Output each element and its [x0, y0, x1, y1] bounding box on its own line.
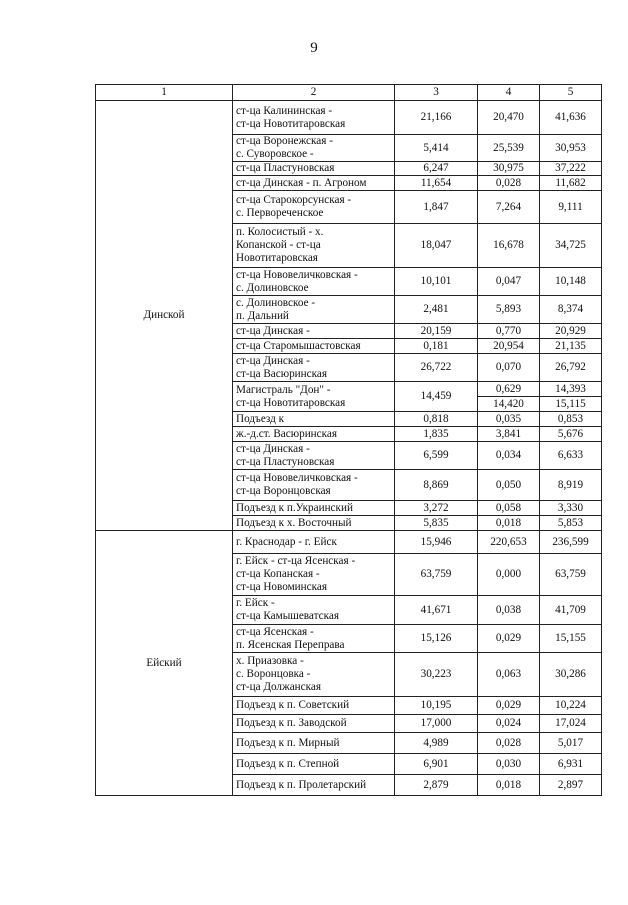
header-cell-3: 3 — [395, 85, 478, 101]
route-name — [233, 339, 395, 354]
value-col3: 41,671 — [395, 596, 478, 625]
route-line: ст-ца Воронежская - — [236, 135, 333, 147]
value-col5: 10,148 — [540, 268, 602, 296]
route-line: ст-ца Воронцовская — [236, 485, 331, 497]
route-line: х. Приазовка - — [236, 655, 304, 667]
route-name — [233, 715, 395, 733]
route-line: с. Долиновское - — [236, 296, 316, 309]
value-col3: 5,414 — [395, 135, 478, 162]
value-col4: 0,038 — [478, 596, 540, 625]
value-col5: 6,633 — [540, 442, 602, 470]
route-line: ст-ца Пластуновская — [236, 162, 335, 174]
route-name — [233, 754, 395, 775]
route-line: г. Ейск - — [236, 597, 275, 609]
header-row — [96, 85, 602, 101]
route-line: Подъезд к п. Мирный — [236, 736, 340, 749]
route-line: г. Краснодар - г. Ейск — [236, 535, 337, 548]
value-col5: 236,599 — [540, 531, 602, 554]
route-name — [233, 501, 395, 516]
page-number: 9 — [310, 40, 318, 56]
route-name — [233, 733, 395, 754]
value-col5: 14,393 — [540, 382, 602, 397]
value-col3: 5,835 — [395, 516, 478, 531]
route-line: ст-ца Новотитаровская — [236, 117, 346, 130]
route-line: ст-ца Динская - — [236, 354, 310, 367]
value-col4: 25,539 — [478, 135, 540, 162]
value-col3: 18,047 — [395, 224, 478, 268]
value-col4: 0,018 — [478, 516, 540, 531]
route-line: с. Суворовское - — [236, 148, 314, 160]
route-line: ст-ца Пластуновская — [236, 455, 335, 468]
route-name — [233, 596, 395, 625]
roads-table — [95, 84, 602, 796]
value-col3: 1,835 — [395, 427, 478, 442]
value-col4: 30,975 — [478, 162, 540, 176]
value-col4: 0,035 — [478, 412, 540, 427]
value-col5: 8,374 — [540, 296, 602, 324]
value-col5: 8,919 — [540, 470, 602, 501]
route-line: ст-ца Васюринская — [236, 367, 327, 380]
value-col4: 0,024 — [478, 715, 540, 733]
value-col4: 0,050 — [478, 470, 540, 501]
route-line: Магистраль "Дон" - — [236, 383, 331, 396]
value-col4: 16,678 — [478, 224, 540, 268]
value-col5: 20,929 — [540, 324, 602, 339]
route-name — [233, 653, 395, 697]
value-col3: 11,654 — [395, 176, 478, 191]
header-cell-4: 4 — [478, 85, 540, 101]
route-line: Новотитаровская — [236, 252, 318, 264]
route-line: ст-ца Динская - — [236, 324, 310, 337]
route-line: г. Ейск - ст-ца Ясенская - — [236, 555, 356, 567]
value-col5: 5,853 — [540, 516, 602, 531]
value-col5: 3,330 — [540, 501, 602, 516]
route-name — [233, 382, 395, 412]
value-col5: 9,111 — [540, 191, 602, 224]
route-line: Подъезд к п.Украинский — [236, 501, 353, 514]
value-col3: 63,759 — [395, 554, 478, 596]
value-col3: 26,722 — [395, 354, 478, 382]
value-col4: 0,770 — [478, 324, 540, 339]
value-col3: 20,159 — [395, 324, 478, 339]
value-col5: 26,792 — [540, 354, 602, 382]
value-col5: 41,636 — [540, 101, 602, 135]
table-row — [96, 531, 602, 554]
route-name — [233, 191, 395, 224]
route-name — [233, 176, 395, 191]
table-row — [96, 101, 602, 135]
route-line: ст-ца Калининская - — [236, 104, 333, 117]
route-line: с. Долиновское — [236, 281, 309, 294]
route-name — [233, 554, 395, 596]
route-name — [233, 354, 395, 382]
route-line: ст-ца Нововеличковская - — [236, 472, 358, 484]
route-line: ст-ца Камышеватская — [236, 610, 339, 622]
route-line: п. Колосистый - х. — [236, 226, 324, 238]
route-name — [233, 412, 395, 427]
value-col5: 41,709 — [540, 596, 602, 625]
value-col5: 34,725 — [540, 224, 602, 268]
route-line: ст-ца Должанская — [236, 681, 322, 693]
value-col4: 5,893 — [478, 296, 540, 324]
value-col3: 21,166 — [395, 101, 478, 135]
route-name — [233, 697, 395, 715]
value-col3: 10,195 — [395, 697, 478, 715]
route-name — [233, 224, 395, 268]
value-col3: 30,223 — [395, 653, 478, 697]
route-line: п. Дальний — [236, 309, 289, 322]
header-cell-1: 1 — [96, 85, 233, 101]
route-line: с. Первореченское — [236, 207, 324, 219]
value-col4: 20,954 — [478, 339, 540, 354]
route-name — [233, 775, 395, 796]
value-col3: 6,247 — [395, 162, 478, 176]
route-line: Копанской - ст-ца — [236, 239, 321, 251]
route-line: ст-ца Старокорсунская - — [236, 194, 352, 206]
route-line: ст-ца Ясенская - — [236, 625, 314, 638]
route-name — [233, 531, 395, 554]
value-col5: 6,931 — [540, 754, 602, 775]
value-col3: 4,989 — [395, 733, 478, 754]
route-line: Подъезд к — [236, 412, 285, 425]
value-col3: 2,879 — [395, 775, 478, 796]
value-col4: 0,058 — [478, 501, 540, 516]
value-col5: 11,682 — [540, 176, 602, 191]
value-col3: 17,000 — [395, 715, 478, 733]
value-col3: 1,847 — [395, 191, 478, 224]
route-name — [233, 470, 395, 501]
value-col4: 0,047 — [478, 268, 540, 296]
route-line: ж.-д.ст. Васюринская — [236, 427, 338, 440]
district-name: Ейский — [96, 531, 233, 796]
value-col3: 10,101 — [395, 268, 478, 296]
value-col5: 17,024 — [540, 715, 602, 733]
route-line: п. Ясенская Переправа — [236, 638, 345, 651]
value-col4: 0,028 — [478, 176, 540, 191]
route-line: ст-ца Старомышастовская — [236, 339, 361, 352]
route-name — [233, 101, 395, 135]
value-col4: 0,018 — [478, 775, 540, 796]
route-line: ст-ца Динская - — [236, 442, 310, 455]
value-col3: 2,481 — [395, 296, 478, 324]
value-col5: 15,155 — [540, 625, 602, 653]
value-col5: 63,759 — [540, 554, 602, 596]
value-col5: 30,286 — [540, 653, 602, 697]
route-line: ст-ца Новотитаровская — [236, 396, 346, 409]
route-name — [233, 516, 395, 531]
route-name — [233, 442, 395, 470]
route-name — [233, 625, 395, 653]
district-name: Динской — [96, 101, 233, 531]
value-col5: 0,853 — [540, 412, 602, 427]
value-col5: 5,676 — [540, 427, 602, 442]
header-cell-5: 5 — [540, 85, 602, 101]
route-name — [233, 135, 395, 162]
route-line: ст-ца Новоминская — [236, 581, 327, 593]
route-line: ст-ца Копанская - — [236, 568, 320, 580]
route-line: Подъезд к п. Советский — [236, 699, 350, 711]
route-line: Подъезд к х. Восточный — [236, 516, 352, 529]
value-col3: 6,599 — [395, 442, 478, 470]
route-name — [233, 427, 395, 442]
value-col4: 0,070 — [478, 354, 540, 382]
value-col5: 15,115 — [540, 397, 602, 412]
route-line: Подъезд к п. Пролетарский — [236, 778, 367, 791]
route-name — [233, 324, 395, 339]
route-line: ст-ца Динская - п. Агроном — [236, 176, 367, 189]
value-col4: 0,029 — [478, 625, 540, 653]
value-col5: 10,224 — [540, 697, 602, 715]
value-col3: 0,818 — [395, 412, 478, 427]
value-col4: 0,063 — [478, 653, 540, 697]
value-col5: 21,135 — [540, 339, 602, 354]
route-line: Подъезд к п. Заводской — [236, 717, 347, 729]
value-col4: 0,000 — [478, 554, 540, 596]
header-cell-2: 2 — [233, 85, 395, 101]
value-col4: 0,028 — [478, 733, 540, 754]
value-col3: 8,869 — [395, 470, 478, 501]
route-name — [233, 268, 395, 296]
value-col3: 15,126 — [395, 625, 478, 653]
value-col3: 15,946 — [395, 531, 478, 554]
value-col5: 37,222 — [540, 162, 602, 176]
route-name — [233, 296, 395, 324]
value-col4: 0,034 — [478, 442, 540, 470]
route-line: с. Воронцовка - — [236, 668, 311, 680]
route-line: Подъезд к п. Степной — [236, 757, 340, 770]
value-col4: 0,030 — [478, 754, 540, 775]
route-line: ст-ца Нововеличковская - — [236, 268, 358, 281]
value-col4: 220,653 — [478, 531, 540, 554]
route-name — [233, 162, 395, 176]
value-col5: 5,017 — [540, 733, 602, 754]
value-col3: 3,272 — [395, 501, 478, 516]
value-col4: 14,420 — [478, 397, 540, 412]
value-col5: 30,953 — [540, 135, 602, 162]
value-col5: 2,897 — [540, 775, 602, 796]
value-col4: 20,470 — [478, 101, 540, 135]
value-col4: 0,629 — [478, 382, 540, 397]
value-col4: 3,841 — [478, 427, 540, 442]
value-col4: 0,029 — [478, 697, 540, 715]
value-col3: 14,459 — [395, 382, 478, 412]
value-col3: 0,181 — [395, 339, 478, 354]
value-col4: 7,264 — [478, 191, 540, 224]
value-col3: 6,901 — [395, 754, 478, 775]
